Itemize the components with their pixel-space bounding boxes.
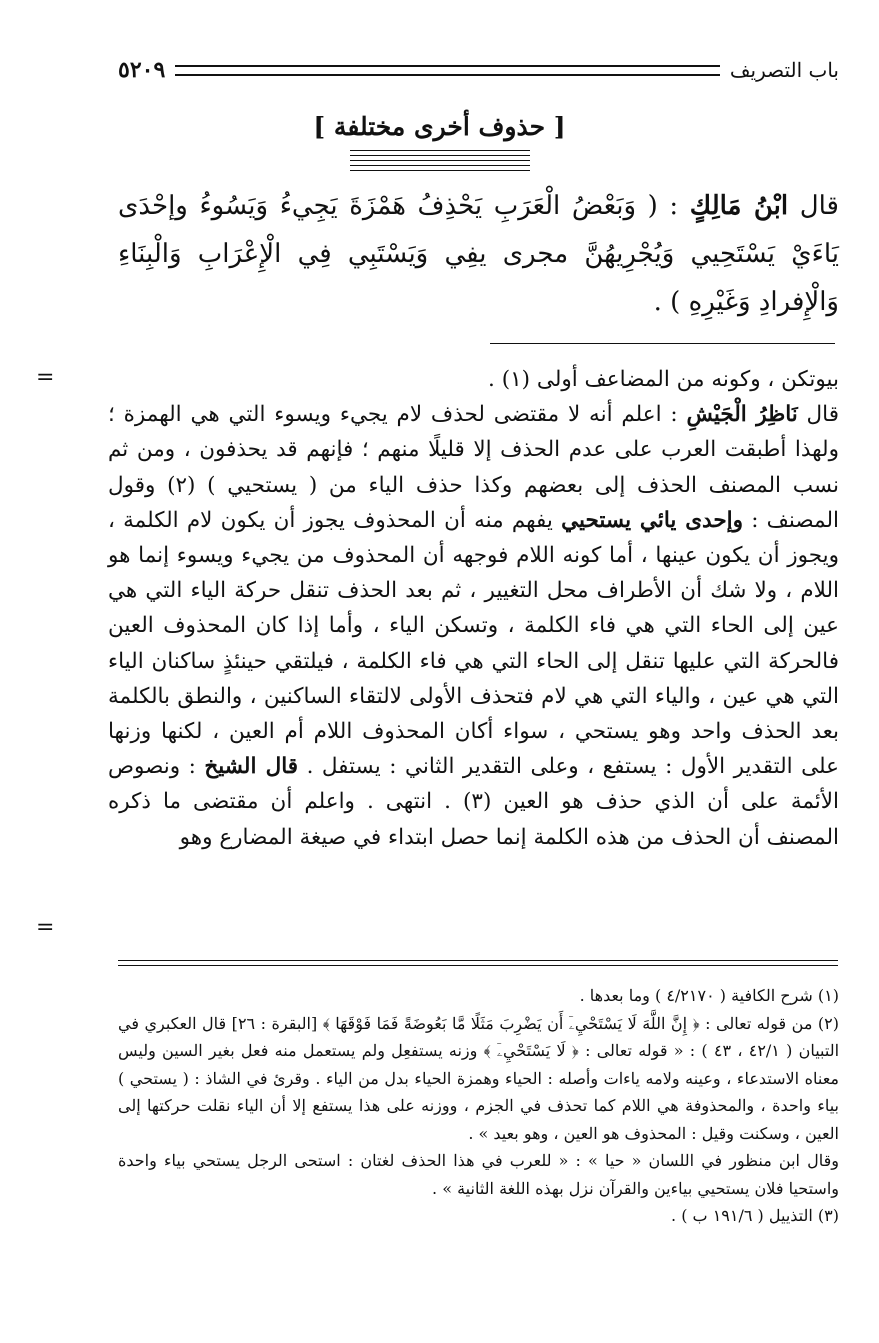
matn-quote: [118, 182, 839, 326]
header-rule: [175, 65, 720, 76]
footnote-3: (٣) التذييل ( ١٩١/٦ ب ) .: [671, 1206, 839, 1225]
title-underline: [350, 150, 530, 175]
paragraph-text-b: يفهم منه أن المحذوف يجوز أن يكون لام الكلمة ، ويجوز أن يكون عينها ، أما كونه اللام فوجهه أن المحذوف من يجيء ويسوء إنما هو اللام ، ولا شك أن الأطراف محل التغيير ، ثم بعد الحذف تنقل حركة الياء التي هي عين إلى الحاء التي هي فاء الكلمة ، وتسكن الياء ، وأما إذا كان المحذوف العين فالحركة التي عليها تنقل إلى الحاء التي هي فاء الكلمة ، فيلتقي حينئذٍ ساكنان الياء التي هي عين ، والياء التي هي لام فتحذف الأولى لالتقاء الساكنين ، والنطق بالكلمة بعد الحذف واحد وهو يستحي ، سواء أكان المحذوف اللام أم العين ، لكنها وزنها على التقدير الأول : يستفع ، وعلى التقدير الثاني : يستفل .: [108, 507, 839, 780]
continues-mark: =: [36, 915, 55, 940]
paragraph-text-c: : ونصوص الأئمة على أن الذي حذف هو العين (٣) . انتهى . واعلم أن مقتضى ما ذكره المصنف أن الحذف من هذه الكلمة إنما حصل ابتداء في صيغة المضارع وهو: [108, 754, 840, 850]
continuation-line: [108, 362, 839, 397]
footnote-2: (٢) من قوله تعالى : ﴿ إِنَّ اللَّهَ لَا يَسْتَحْيِۦٓ أَن يَضْرِبَ مَثَلًا مَّا بَعُوضَةً فَمَا فَوْقَهَا ﴾ [البقرة : ٢٦] قال العكبري في التبيان ( ٤٢/١ ، ٤٣ ) : « قوله تعالى : ﴿ لَا يَسْتَحْيِۦٓ ﴾ وزنه يستفعِل ولم يستعمل منه فعل بغير السين وليس معناه الاستدعاء ، وعينه ولامه ياءات وأصله : الحياء وهمزة الحياء بدل من الياء . وقرئ في الشاذ : ( يستحي ) بياء واحدة ، والمحذوفة هي اللام كما تحذف في الجزم ، ووزنه على هذا يستفع إلا أن الياء نقلت حركتها إلى العين ، وسكنت وقيل : المحذوف هو العين ، وهو بعيد » .: [118, 1013, 840, 1143]
page-number: ٥٢٠٩: [118, 57, 166, 83]
commentary-paragraph: [108, 397, 839, 855]
quote-text: : ( وَبَعْضُ الْعَرَبِ يَحْذِفُ هَمْزَةَ يَجِيءُ وَيَسُوءُ وإحْدَى يَاءَيْ يَسْتَحِيي وَيُجْرِيهُنَّ مجرى يفِي وَيَسْتَبِي فِي الْإِعْرَابِ وَالْبِنَاءِ وَالْإِفرادِ وَغَيْرِهِ ) .: [118, 191, 839, 317]
paragraph-text-a: : اعلم أنه لا مقتضى لحذف لام يجيء ويسوء التي هي الهمزة ؛ ولهذا أطبقت العرب على عدم الحذف إلا قليلًا منهم ؛ فإنهم قد يحذفون ، ومن ثم نسب المصنف الحذف إلى بعضهم وكذا حذف الياء من ( يستحيي ) (٢) وقول المصنف :: [108, 402, 839, 533]
footnotes: [118, 982, 839, 1230]
section-title: [ حذوف أخرى مختلفة ]: [313, 112, 566, 141]
shaykh-label: قال الشيخ: [204, 754, 299, 780]
continuation-text: بيوتكن ، وكونه من المضاعف أولى (١) .: [488, 367, 839, 392]
continuation-mark: =: [36, 365, 55, 390]
footnote-1: (١) شرح الكافية ( ٤/٢١٧٠ ) وما بعدها .: [579, 986, 839, 1005]
chapter-title: باب التصريف: [729, 58, 839, 82]
paragraph-intro: قال: [806, 402, 839, 428]
commentary-body: [108, 362, 839, 855]
quote-intro: قال: [799, 191, 839, 221]
section-divider: [490, 343, 835, 344]
running-header: [118, 52, 839, 88]
footnote-2-cont: وقال ابن منظور في اللسان « حيا » : « للعرب في هذا الحذف لغتان : استحى الرجل يستحي بياء واحدة واستحيا فلان يستحيي بياءين والقرآن نزل بهذه اللغة الثانية » .: [118, 1151, 839, 1198]
footnote-separator: [118, 960, 838, 970]
commentator-name: نَاظِرُ الْجَيْشِ: [686, 402, 798, 428]
quote-author: ابْنُ مَالِكٍ: [689, 191, 789, 221]
quoted-phrase: وإحدى يائي يستحيي: [561, 507, 743, 533]
